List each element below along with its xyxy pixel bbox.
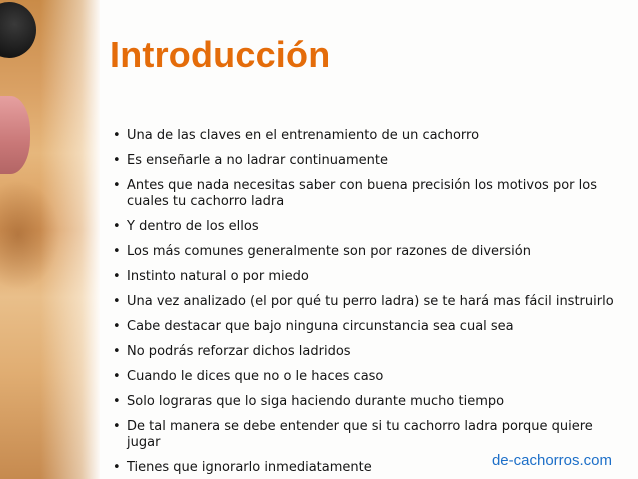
list-item-text: Cuando le dices que no o le haces caso	[127, 369, 384, 384]
list-item-text: Cabe destacar que bajo ninguna circunstancia sea cual sea	[127, 319, 514, 334]
bullet-icon: •	[113, 394, 121, 409]
dog-tongue-image	[0, 96, 30, 174]
puppy-photo	[0, 0, 100, 479]
list-item-text: No podrás reforzar dichos ladridos	[127, 344, 351, 359]
list-item-text: Es enseñarle a no ladrar continuamente	[127, 153, 388, 168]
list-item	[113, 344, 625, 360]
bullet-icon: •	[113, 294, 121, 309]
bullet-list	[113, 128, 625, 479]
bullet-icon: •	[113, 128, 121, 143]
bullet-icon: •	[113, 269, 121, 284]
list-item	[113, 244, 625, 260]
list-item-text: Y dentro de los ellos	[127, 219, 259, 234]
bullet-icon: •	[113, 219, 121, 234]
source-link[interactable]: de-cachorros.com	[491, 452, 612, 469]
list-item	[113, 369, 625, 385]
list-item-text: Solo lograras que lo siga haciendo durante mucho tiempo	[127, 394, 505, 409]
bullet-icon: •	[113, 369, 121, 384]
bullet-icon: •	[113, 460, 121, 475]
list-item-text: Antes que nada necesitas saber con buena precisión los motivos por los cuales tu cachorro ladra	[127, 178, 597, 209]
bullet-icon: •	[113, 178, 121, 193]
bullet-icon: •	[113, 319, 121, 334]
list-item	[113, 269, 625, 285]
bullet-icon: •	[113, 244, 121, 259]
list-item	[113, 128, 625, 144]
list-item	[113, 394, 625, 410]
bullet-icon: •	[113, 344, 121, 359]
list-item	[113, 419, 625, 451]
slide-title: Introducción	[110, 34, 331, 75]
list-item-text: Una de las claves en el entrenamiento de un cachorro	[127, 128, 480, 143]
bullet-icon: •	[113, 153, 121, 168]
list-item-text: De tal manera se debe entender que si tu cachorro ladra porque quiere jugar	[127, 419, 593, 450]
list-item	[113, 153, 625, 169]
list-item-text: Instinto natural o por miedo	[127, 269, 309, 284]
list-item	[113, 219, 625, 235]
list-item	[113, 178, 625, 210]
photo-fade	[40, 0, 100, 479]
list-item-text: Tienes que ignorarlo inmediatamente	[127, 460, 372, 475]
dog-nose-image	[0, 2, 36, 58]
list-item	[113, 319, 625, 335]
bullet-icon: •	[113, 419, 121, 434]
list-item-text: Los más comunes generalmente son por razones de diversión	[127, 244, 531, 259]
list-item-text: Una vez analizado (el por qué tu perro ladra) se te hará mas fácil instruirlo	[127, 294, 614, 309]
list-item	[113, 294, 625, 310]
